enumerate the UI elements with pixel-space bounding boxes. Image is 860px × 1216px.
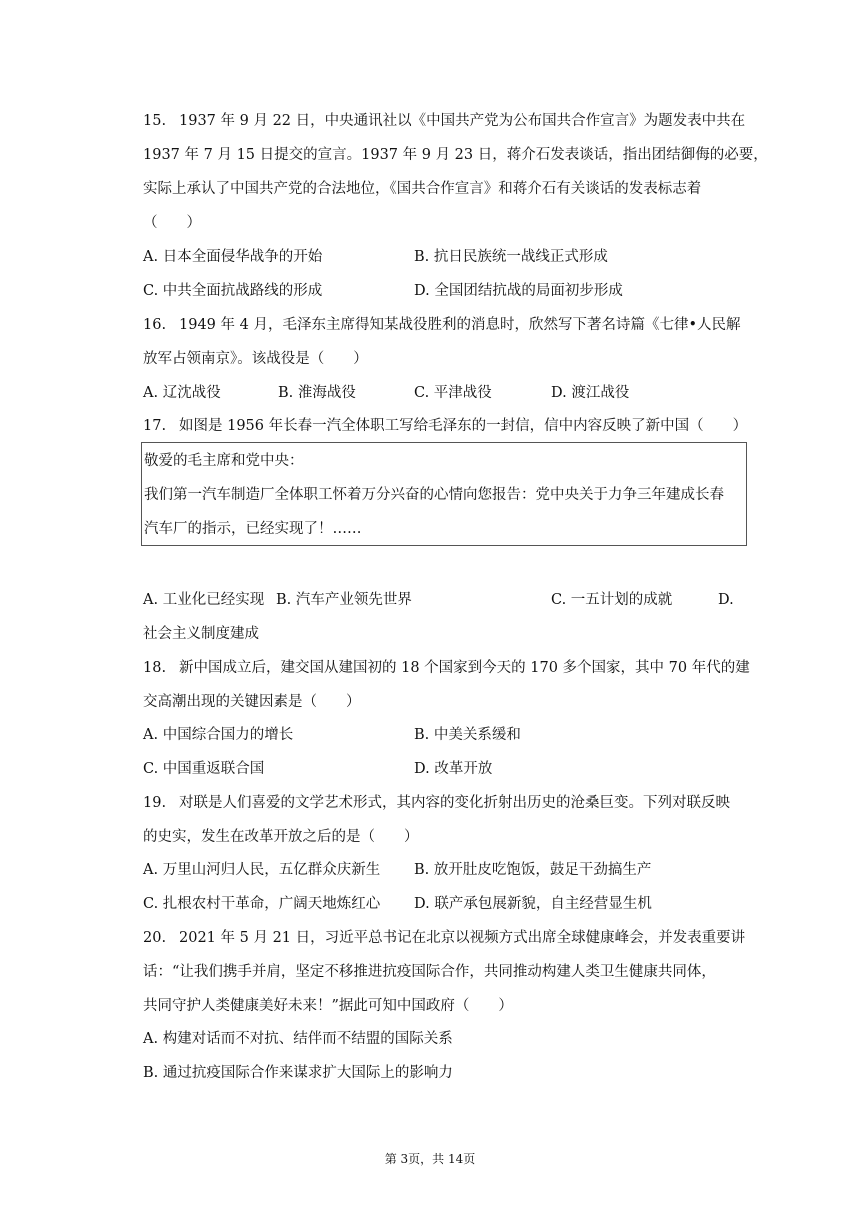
- q16-option-c: C. 平津战役: [414, 385, 492, 401]
- q16-stem-1: 1949 年 4 月，毛泽东主席得知某战役胜利的消息时，欣然写下著名诗篇《七律•人民解: [179, 317, 741, 333]
- q17-letter-box: [141, 442, 747, 546]
- q20-option-a: A. 构建对话而不对抗、结伴而不结盟的国际关系: [143, 1031, 453, 1047]
- q18-stem-2: 交高潮出现的关键因素是（ ）: [143, 694, 361, 710]
- q15-option-a: A. 日本全面侵华战争的开始: [143, 249, 323, 265]
- q19-number: 19.: [143, 795, 167, 811]
- q20-line-1: [143, 928, 745, 948]
- q19-option-b: B. 放开肚皮吃饱饭，鼓足干劲搞生产: [414, 862, 652, 878]
- q18-stem-1: 新中国成立后，建交国从建国初的 18 个国家到今天的 170 多个国家，其中 70 年代的建: [179, 660, 750, 676]
- q19-stem-1: 对联是人们喜爱的文学艺术形式，其内容的变化折射出历史的沧桑巨变。下列对联反映: [179, 795, 730, 811]
- q18-option-d: D. 改革开放: [414, 761, 493, 777]
- q17-number: 17.: [143, 418, 167, 434]
- q16-number: 16.: [143, 317, 167, 333]
- q18-option-a: A. 中国综合国力的增长: [143, 727, 294, 743]
- q19-stem-2: 的史实，发生在改革开放之后的是（ ）: [143, 829, 419, 845]
- q17-option-a: A. 工业化已经实现: [143, 592, 265, 608]
- page-footer: 第 3页，共 14页: [384, 1152, 476, 1166]
- q17-option-d: D.: [718, 592, 734, 608]
- q17-letter-line-2: 我们第一汽车制造厂全体职工怀着万分兴奋的心情向您报告：党中央关于力争三年建成长春: [144, 487, 724, 503]
- q16-line-1: [143, 315, 741, 335]
- q15-stem-4: （ ）: [143, 215, 201, 231]
- q15-stem-1: 1937 年 9 月 22 日，中央通讯社以《中国共产党为公布国共合作宣言》为题发表中共在: [179, 113, 746, 129]
- q15-number: 15.: [143, 113, 167, 129]
- q16-option-a: A. 辽沈战役: [143, 385, 221, 401]
- q18-number: 18.: [143, 660, 167, 676]
- q19-option-a: A. 万里山河归人民，五亿群众庆新生: [143, 862, 381, 878]
- q17-option-c: C. 一五计划的成就: [551, 592, 673, 608]
- q17-letter-line-1: 敬爱的毛主席和党中央：: [144, 453, 304, 469]
- q17-letter-line-3: 汽车厂的指示，已经实现了！……: [144, 521, 362, 537]
- q16-option-d: D. 渡江战役: [551, 385, 630, 401]
- q20-stem-2: 话：“让我们携手并肩，坚定不移推进抗疫国际合作，共同推动构建人类卫生健康共同体，: [143, 964, 716, 980]
- q20-number: 20.: [143, 930, 167, 946]
- q18-option-c: C. 中国重返联合国: [143, 761, 265, 777]
- q20-stem-1: 2021 年 5 月 21 日，习近平总书记在北京以视频方式出席全球健康峰会，并发表重要讲: [179, 930, 746, 946]
- q15-option-d: D. 全国团结抗战的局面初步形成: [414, 283, 623, 299]
- q17-option-b: B. 汽车产业领先世界: [276, 592, 412, 608]
- q15-stem-3: 实际上承认了中国共产党的合法地位，《国共合作宣言》和蒋介石有关谈话的发表标志着: [143, 181, 702, 197]
- q15-option-c: C. 中共全面抗战路线的形成: [143, 283, 323, 299]
- q20-option-b: B. 通过抗疫国际合作来谋求扩大国际上的影响力: [143, 1065, 453, 1081]
- q16-option-b: B. 淮海战役: [278, 385, 356, 401]
- q17-stem-1: 如图是 1956 年长春一汽全体职工写给毛泽东的一封信，信中内容反映了新中国（ ）: [179, 418, 748, 434]
- q19-line-1: [143, 793, 730, 813]
- q15-line-1: [143, 111, 745, 131]
- q16-stem-2: 放军占领南京》。该战役是（ ）: [143, 351, 368, 367]
- q15-option-b: B. 抗日民族统一战线正式形成: [414, 249, 608, 265]
- q15-stem-2: 1937 年 7 月 15 日提交的宣言。1937 年 9 月 23 日，蒋介石发表谈话，指出团结御侮的必要，: [143, 147, 768, 163]
- q18-line-1: [143, 658, 750, 678]
- q17-option-d-text: 社会主义制度建成: [143, 626, 259, 642]
- q20-stem-3: 共同守护人类健康美好未来！”据此可知中国政府（ ）: [143, 998, 513, 1014]
- q18-option-b: B. 中美关系缓和: [414, 727, 521, 743]
- q17-line-1: [143, 416, 747, 436]
- q19-option-c: C. 扎根农村干革命，广阔天地炼红心: [143, 896, 381, 912]
- q19-option-d: D. 联产承包展新貌，自主经营显生机: [414, 896, 652, 912]
